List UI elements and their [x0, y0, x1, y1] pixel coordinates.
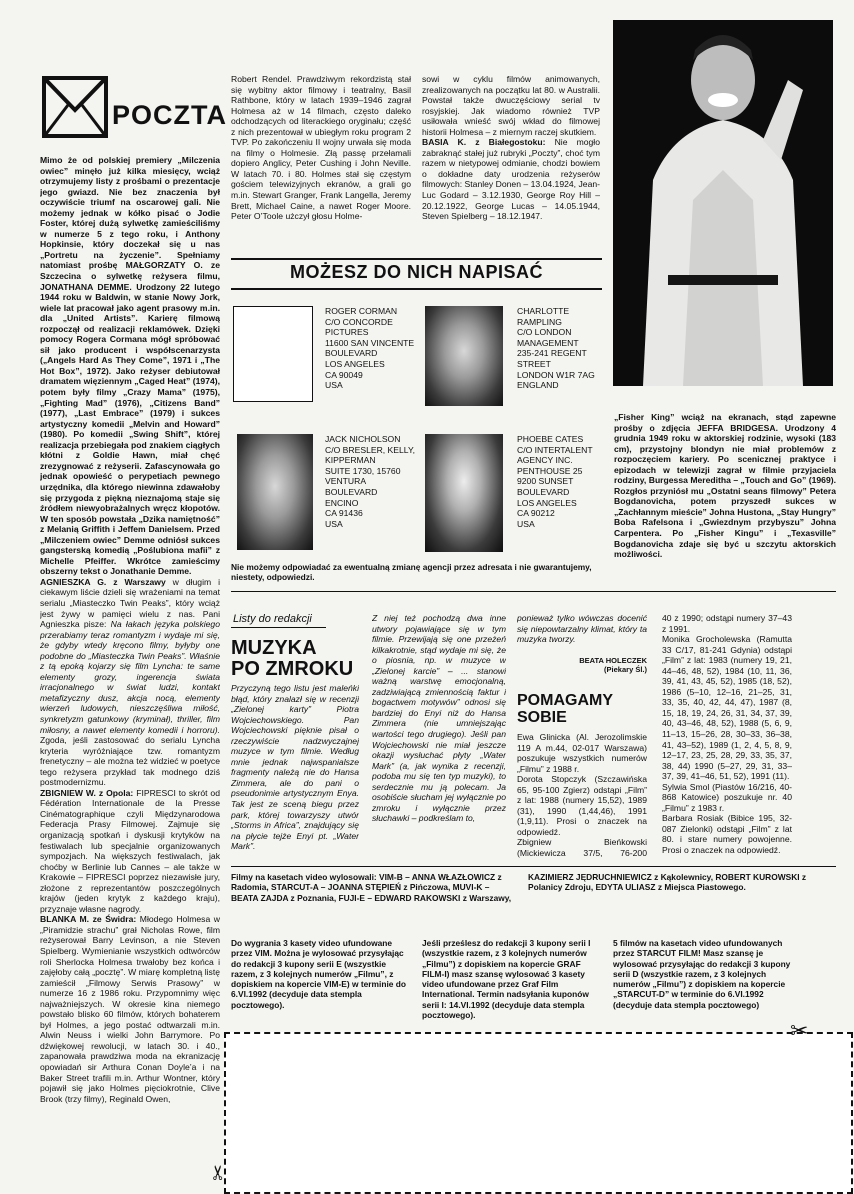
- jack-nicholson-address: JACK NICHOLSON C/O BRESLER, KELLY, KIPPERMAN SUITE 1730, 15760 VENTURA BOULEVARD ENCINO CA 91436 USA: [325, 434, 415, 529]
- letter-quote: Na łakach języka polskiego przerabiamy teraz romantyzm i wydaje mi się, że gdyby wtedy kręcono filmy, byłyby one podobne do „Miasteczka Twin Peaks”. Właśnie z tą epoką kojarzy się film Lyncha: te same elementy grozy, ingerencja świata irracjonalnego w świat ludzi, kontakt metafizyczny dusz, akcja nocą, elementy wierzeń ludowych, nieszczęśliwa miłość, synkretyzm gatunkowy (kryminał), thriller, film miłosny, a nawet elementy komedii i horroru).: [40, 619, 220, 735]
- caption-text: „Fisher King” wciąż na ekranach, stąd zapewne prośby o zdjęcia JEFFA BRIDGESA. Urodzony 4 grudnia 1949 roku w aktorskiej rodzinie, wysoki (183 cm), przystojny blondyn nie miał problemów z rozpoczęciem kariery. Po scenicznej praktyce i epizodach w telewizji zagrał w filmie przyjaciela rodziny, Burgessa Mereditha – „Touch and Go” (1969). Rozgłos przyniósł mu „Ostatni seans filmowy” Petera Bogdanovicha, potem przyszedł sukces w „Zachłannym mieście” Johna Hustona, „Stay Hungry” Boba Rafelsona i „Gwiezdnym przybyszu” Johna Carpentera. Po „Fisher Kingu” i „Texasville” Bogdanovicha zdaje się być u szczytu aktorskich możliwości.: [614, 412, 836, 560]
- letter-head: AGNIESZKA G. z Warszawy: [40, 576, 166, 587]
- disclaimer: Nie możemy odpowiadać za ewentualną zmianę agencji przez adresata i nie gwarantujemy, niestety, odpowiedzi.: [231, 562, 592, 583]
- listy-title: MUZYKA PO ZMROKU: [231, 637, 354, 680]
- charlotte-rampling-address: CHARLOTTE RAMPLING C/O LONDON MANAGEMENT 235-241 REGENT STREET LONDON W1R 7AG ENGLAND: [517, 306, 595, 391]
- letter-head: BASIA K. z Białegostoku:: [422, 137, 546, 148]
- jack-nicholson-photo: [237, 434, 313, 550]
- contest-graf-film: Jeśli prześlesz do redakcji 3 kupony serii I (wszystkie razem, z 3 kolejnych numerów „Filmu”) z dopiskiem na kopercie GRAF FILM-I) masz szansę wylosować 3 kasety video ufundowane przez Graf Film International. Termin nadsyłania kuponów serii I: 14.VI.1992 (decyduje data stempla pocztowego).: [422, 938, 591, 1021]
- section-title: POCZTA: [112, 100, 227, 130]
- scissors-icon: ✂: [207, 1164, 230, 1181]
- listy-col-1: Przyczyną tego listu jest maleńki błąd, który znalazł się w recenzji „Zielonej karty” Piotra Wojciechowskiego. Pan Wojciechowski pięknie pisał o rzeczywiście nadzwyczajnej muzyce w tym filmie. Według mnie jednak najwspanialsze fragmenty należą nie do Hansa Zimmera, ale do pani o pseudonimie artystycznym Enya. Tak jest ze sceną biegu przez park, której towarzyszy utwór „Storms in Africa”, znajdujący się na płycie tejże Enyi pt. „Water Mark”.: [231, 683, 359, 852]
- letter-head: BLANKA M. ze Świdra:: [40, 914, 137, 925]
- divider: [231, 866, 836, 867]
- coupon-cut-area[interactable]: [224, 1032, 853, 1194]
- listy-label: Listy do redakcji: [233, 613, 312, 625]
- roger-corman-address: ROGER CORMAN C/O CONCORDE PICTURES 11600 SAN VINCENTE BOULEVARD LOS ANGELES CA 90049 USA: [325, 306, 415, 391]
- letter-body: Młodego Holmesa w „Piramidzie strachu” grał Nicholas Rowe, film reżyserował Barry Levinson, a nie Steven Spielberg. Wymienianie wszystkich odtwórców roli Sherlocka Holmesa trwałoby bez końca i zajęłoby całą „pocztę”. W miarę kompletną listę zamieścił „Filmowy Serwis Prasowy” w numerze 16 z 1986 roku. Przypomnimy więc najważniejszych. W okresie kina niemego powstało blisko 60 filmów, których bohaterem był Holmes, a jego postać odtwarzali m.in. Alwin Neuss i wielki John Barrymore. Po dźwiękowej rewolucji, w latach 30. i 40., zapanowała prawdziwa moda na ekranizację opowiadań sir Arthura Conan Doyle’a i na Baker Street trafili m.in. Arthur Wontner, który pojawił się jako Holmes pięciokrotnie, Clive Brook (trzy filmy), Reginald Owen,: [40, 914, 220, 1104]
- charlotte-rampling-photo: [425, 306, 503, 406]
- divider: [231, 258, 602, 260]
- roger-corman-photo-frame: [233, 306, 313, 402]
- pomagamy-col-2: 40 z 1990; odstąpi numery 37–43 z 1991. Monika Grocholewska (Ramutta 33 C/17, 81-241 Gdynia) odstąpi „Film” z lat: 1983 (numery 19, 21, 44–46, 48, 52), 1984 (10, 11, 36, 39, 41, 43, 45, 52), 1985 (18, 52), 1986 (5–10, 12–16, 21–25, 31, 33, 35, 40, 42, 44, 47), 1987 (8, 15, 18, 19, 24, 26, 31, 34, 37, 39, 40, 43–46, 48, 52), 1988 (5, 6, 9, 11–13, 15–26, 28, 30–33, 36–38, 41, 43–52), 1989 (1, 2, 4, 5, 8, 9, 12–17, 23, 25, 28, 29, 33, 35, 37, 38, 44) 1990 (5–27, 29, 31, 33–37, 39, 41–46, 51, 52), 1991 (11). Sylwia Smol (Piastów 16/216, 40-868 Katowice) poszukuje nr. 40 „Filmu” z 1983 r. Barbara Rosiak (Bibice 195, 32-087 Zielonki) odstąpi „Film” z lat 80. i stare numery powojenne. Prosi o znaczek na odpowiedź.: [662, 613, 792, 856]
- letter-body: Zgoda, jeśli zastosować do serialu Lyncha kryteria wyróżniające tzw. romantyzm frenetyczny – ale można też widzieć w poetyce tego reżysera przykład tak modnego dziś postmodernizmu.: [40, 735, 220, 788]
- intro-text: Mimo że od polskiej premiery „Milczenia owiec” minęło już kilka miesięcy, wciąż otrzymujemy listy z prośbami o prezentacje jego gwiazd. Nie bez znaczenia był oczywiście triumf na oscarowej gali. Nie możemy jednak w kółko pisać o Jodie Foster, której dużą sylwetkę zamieściliśmy w numerze 5 z tego roku, i Anthony Hopkinsie, który doczekał się u nas „Portretu na życzenie”. Spełniamy natomiast prośbę MAŁGORZATY O. ze Szczecina o sylwetkę reżysera filmu, JONATHANA DEMME. Urodzony 22 lutego 1944 roku w Baldwin, w stanie Nowy Jork, wiele lat pracował jako agent prasowy m.in. dla „United Artists”. Karierę filmową rozpoczął od realizacji reklamówek. Dzięki pomocy Rogera Cormana mógł spróbować sił jako producent i współscenarzysta („Angels Hard As They Come”, 1971 i „The Hot Box”, 1972). Jako reżyser debiutował dramatem więziennym „Caged Heat” (1974), potem były filmy „Crazy Mama” (1975), „Fighting Mad” (1976), „Citizens Band” (1977), „Last Embrace” (1979) i sukces artystyczny komedii „Melvin and Howard” (1980). Po komedii „Swing Shift”, której realizacja przebiegała pod znakiem ciągłych kłótni z Goldie Hawn, miał chęć zrezygnować z reżyserii. Zafascynowała go jednak opowieść o perypetiach pewnego urzędnika, dla którego niewinna zdawałoby się przygoda z piękną nieznajomą staje się źródłem niewyobrażalnych wręcz kłopotów. W ten sposób powstała „Dzika namiętność” z Melanią Griffith i Jeffem Danielsem. Przed „Milczeniem owiec” Demme odniósł sukces gangsterską komedią „Poślubiona mafii” z Michelle Pfeiffer. Wkrótce zamieścimy obszerny tekst o Jonathanie Demme.: [40, 155, 220, 577]
- phoebe-cates-address: PHOEBE CATES C/O INTERTALENT AGENCY INC. PENTHOUSE 25 9200 SUNSET BOULEVARD LOS ANGELES CA 90212 USA: [517, 434, 593, 529]
- contest-vim: Do wygrania 3 kasety video ufundowane przez VIM. Można je wylosować przysyłając do redakcji 3 kupony serii E (wszystkie razem, z 3 kolejnych numerów „Filmu”, z dopiskiem na kopercie VIM-E) w terminie do 6.VI.1992 (decyduje data stempla pocztowego).: [231, 938, 406, 1010]
- poczta-header: [42, 76, 227, 148]
- scissors-icon: ✂: [790, 1018, 809, 1043]
- letter-body: sowi w cyklu filmów animowanych, zrealizowanych na początku lat 80. w Australii. Powstał także dwuczęściowy serial tv rosyjskiej. Jak wiadomo również TVP usiłowała wnieść swój wkład do filmowej historii Holmesa – z miernym raczej skutkiem.: [422, 74, 600, 137]
- listy-col-2: Z niej też pochodzą dwa inne utwory pojawiające się w tym filmie. Przewijają się one przeżeń kilkakrotnie, stąd wydaje mi się, że o piosnia, np. w muzyce w „Zielonej karcie” – ... stanowi ważną warstwę emocjonalną, zadziwiającą zmiennością faktur i bogactwem motywów” odnosi się bardziej do Enyi niż do Hansa Zimmera (nie umniejszając wartości tego drugiego). Jeśli pan Wojciechowski nie miał jeszcze okazji wysłuchać płyty „Water Mark” (a, jak wynika z recenzji, podoba mu się ten typ muzyki), to serdecznie mu ją polecam. Ja osobiście słucham jej wyłącznie po zmroku i wyłącznie przez słuchawki – podkreślam to,: [372, 613, 506, 824]
- phoebe-cates-photo: [425, 434, 503, 552]
- letter-body: FIPRESCI to skrót od Fédération Internationale de la Presse Cinématographique czyli Międzynarodowa Federacja Prasy Filmowej. Zajmuje się organizacją spotkań i dyskusji krytyków na festiwalach lub specjalnie organizowanych sympozjach. Na większych festiwalach, jak choćby w Berlinie lub Cannes – ale także w Krakowie – FIPRESCI poprzez niezawisłe jury, złożone z reprezentantów poszczególnych krajów (jeden krytyk z każdego kraju), przyznaje własne nagrody.: [40, 787, 220, 914]
- letter-head: ZBIGNIEW W. z Opola:: [40, 787, 134, 798]
- column-2-top: [231, 74, 411, 259]
- column-3-top: [422, 74, 600, 259]
- pomagamy-col-1: Ewa Glinicka (Al. Jerozolimskie 119 A m.44, 02-017 Warszawa) poszukuje wszystkich numerów „Filmu” z 1988 r. Dorota Stopczyk (Szczawińska 65, 95-100 Zgierz) odstąpi „Film” z lat: 1988 (numery 15,52), 1989 (31), 1990 (1,44,46), 1991 (1,9,11). Prosi o znaczek na odpowiedź. Zbigniew Bieńkowski (Mickiewicza 37/5, 76-200: [517, 732, 647, 859]
- contest-starcut: 5 filmów na kasetach video ufundowanych przez STARCUT FILM! Masz szansę je wylosować przysyłając do redakcji 3 kupony serii D (wszystkie razem, z 3 kolejnych numerów „Filmu”) z dopiskiem na kopercie „STARCUT-D” w terminie do 6.VI.1992 (decyduje data stempla pocztowego): [613, 938, 791, 1010]
- letter-body: Robert Rendel. Prawdziwym rekordzistą stał się wybitny aktor filmowy i teatralny, Basil Rathbone, który w latach 1939–1946 zagrał Holmesa aż w 14 filmach, często daleko odchodzących od literackiego oryginału; część z nich prezentował w ubiegłym roku program 2 TVP. Po zakończeniu II wojny urwała się moda na filmy o Holmesie. Złą passę przełamali dopiero Anglicy, Peter Cushing i John Neville. W latach 70. i 80. Holmes stał się częstym gościem telewizyjnych ekranów, a grali go m.in. Stewart Granger, Frank Langella, Jeremy Brett, Michael Caine, a nawet Roger Moore. Peter O’Toole użczył głosu Holme-: [231, 74, 411, 222]
- letter-body: w długim i ciekawym liście dzieli się wrażeniami na temat serialu „Miasteczko Twin Peaks”, który wciąż jest żywy w pamięci wielu z nas. Pani Agnieszka pisze:: [40, 576, 220, 630]
- divider: [231, 288, 602, 290]
- envelope-icon: [42, 76, 108, 138]
- napisac-title: MOŻESZ DO NICH NAPISAĆ: [289, 262, 543, 282]
- photo-caption: [614, 412, 836, 582]
- divider: [231, 591, 836, 592]
- pomagamy-title: POMAGAMY SOBIE: [517, 692, 613, 726]
- jeff-bridges-photo: [613, 20, 833, 386]
- letter-signature: BEATA HOLECZEK (Piekary Śl.): [579, 656, 647, 674]
- winners-list: Filmy na kasetach video wylosowali: VIM-B – ANNA WŁAZŁOWICZ z Radomia, STARCUT-A – JOANNA STĘPIEŃ z Pińczowa, MUVI-K – BEATA ZAJDA z Poznania, FUJI-E – EDWARD RAKOWSKI z Warszawy, KAZIMIERZ JĘDRUCHNIEWICZ z Kąkolewnicy, ROBERT KUROWSKI z Polanicy Zdroju, EDYTA ULIASZ z Miejsca Piastowego.: [231, 872, 807, 903]
- divider: [231, 627, 326, 628]
- letter-body: Nie mogło zabraknąć stałej już rubryki „Poczty”, choć tym razem w nietypowej odmianie, chodzi bowiem o dokładne daty urodzenia reżyserów filmowych: Stanley Donen – 13.04.1924, Jean-Luc Godard – 3.12.1930, George Roy Hill – 20.12.1922, George Lucas – 14.05.1944, Steven Spielberg – 18.12.1947.: [422, 137, 600, 222]
- column-1: [40, 155, 220, 1190]
- listy-col-3: ponieważ tylko wówczas docenić się niepowtarzalny klimat, który ta muzyka tworzy.: [517, 613, 647, 645]
